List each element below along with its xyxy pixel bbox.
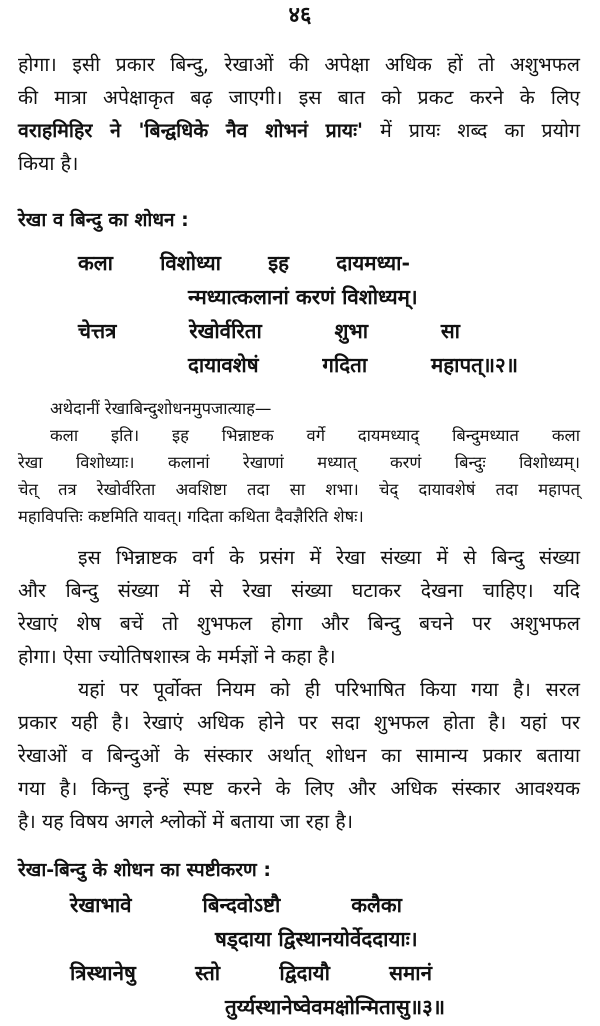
para1-line3-rest: में प्रायः शब्द का प्रयोग — [363, 119, 580, 142]
para3-line4: गया है। किन्तु इन्हें स्पष्ट करने के लिए और अधिक संस्कार आवश्यक — [18, 777, 580, 800]
para1-line2: की मात्रा अपेक्षाकृत बढ़ जाएगी। इस बात को प्रकट करने के लिए — [18, 86, 580, 109]
para2-line3: रेखाएं शेष बचें तो शुभफल होगा और बिन्दु बचने पर अशुभफल — [18, 612, 580, 635]
commentary-line4: महाविपत्तिः कष्टमिति यावत्। गदिता कथिता दैवज्ञैरिति शेषः। — [18, 507, 364, 526]
para2-line1: इस भिन्नाष्टक वर्ग के प्रसंग में रेखा संख्या में से बिन्दु संख्या — [78, 546, 580, 569]
para1-line1: होगा। इसी प्रकार बिन्दु, रेखाओं की अपेक्षा अधिक हों तो अशुभफल — [18, 53, 580, 76]
verse2-line2: न्मध्यात्कलानां करणं विशोध्यम्। — [188, 285, 418, 309]
commentary-intro: अथेदानीं रेखाबिन्दुशोधनमुपजात्याह— — [50, 399, 272, 418]
verse2-line4: दायावशेषं गदिता महापत्॥२॥ — [188, 353, 518, 377]
commentary-line2: रेखा विशोध्याः। कलानां रेखाणां मध्यात् करणं बिन्दुः विशोध्यम्। — [18, 453, 580, 472]
commentary-line1: कला इति। इह भिन्नाष्टक वर्गे दायमध्याद् बिन्दुमध्यात कला — [50, 426, 580, 445]
section-heading-1: रेखा व बिन्दु का शोधन : — [18, 209, 189, 231]
para3-line3: रेखाओं व बिन्दुओं के संस्कार अर्थात् शोधन का सामान्य प्रकार बताया — [18, 744, 580, 767]
para3-line1: यहां पर पूर्वोक्त नियम को ही परिभाषित किया गया है। सरल — [78, 678, 580, 701]
verse3-line3: त्रिस्थानेषु स्तो द्विदायौ समानं — [70, 961, 432, 985]
para3-line5: है। यह विषय अगले श्लोकों में बताया जा रहा है। — [18, 810, 354, 833]
para2-line2: और बिन्दु संख्या में से रेखा संख्या घटाकर देखना चाहिए। यदि — [18, 579, 580, 602]
verse2-line3: चेत्तत्र रेखोर्वरिता शुभा सा — [78, 319, 460, 343]
commentary-line3: चेत् तत्र रेखोर्वरिता अवशिष्टा तदा सा शभा। चेद् दायावशेषं तदा महापत् — [18, 480, 580, 499]
verse2-line1: कला विशोध्या इह दायमध्या- — [78, 251, 410, 275]
para3-line2: प्रकार यही है। रेखाएं अधिक होने पर सदा शुभफल होता है। यहां पर — [18, 711, 580, 734]
section-heading-2: रेखा-बिन्दु के शोधन का स्पष्टीकरण : — [18, 859, 271, 881]
verse3-line4: तुर्य्यस्थानेष्वेवमक्षोन्मितासु॥३॥ — [225, 995, 446, 1019]
para2-line4: होगा। ऐसा ज्योतिषशास्त्र के मर्मज्ञों ने कहा है। — [18, 645, 336, 668]
para1-line3 — [18, 116, 580, 146]
page-number: ४६ — [288, 3, 312, 28]
verse3-line2: षड्दाया द्विस्थानयोर्वेददायाः। — [215, 927, 418, 951]
verse3-line1: रेखाभावे बिन्दवोऽष्टौ कलैका — [70, 893, 402, 917]
quoted-verse-bold: वराहमिहिर ने 'बिन्द्वधिके नैव शोभनं प्रायः' — [18, 119, 364, 142]
para1-line4: किया है। — [18, 152, 79, 175]
